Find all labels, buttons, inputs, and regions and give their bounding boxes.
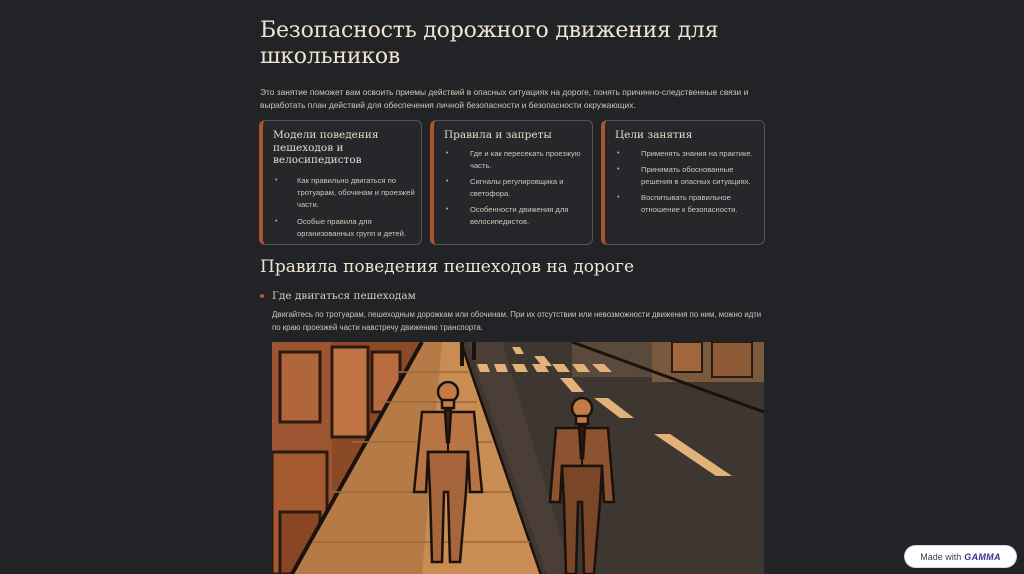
- card-list: [434, 148, 592, 228]
- list-item: • Особенности движения для велосипедистов.: [434, 204, 592, 228]
- card-list: [263, 175, 421, 240]
- card-title: Правила и запреты: [444, 129, 552, 141]
- list-item: • Как правильно двигаться по тротуарам, обочинам и проезжей части.: [263, 175, 421, 211]
- list-item: • Где и как пересекать проезжую часть.: [434, 148, 592, 172]
- intro-paragraph: Это занятие поможет вам освоить приемы действий в опасных ситуациях на дороге, понять причинно-следственные связи и выработать план действий для обеспечения личной безопасности и безопасности окружающих.: [260, 87, 749, 110]
- section-paragraph: Двигайтесь по тротуарам, пешеходным дорожкам или обочинам. При их отсутствии или невозможности движения по ним, можно идти по краю проезжей части навстречу движению транспорта.: [272, 310, 762, 332]
- bullet-dot-icon: [260, 294, 264, 298]
- made-with-gamma-badge[interactable]: [905, 546, 1016, 567]
- info-cards: [259, 120, 765, 247]
- card-title: Модели поведения пешеходов и велосипедистов: [273, 129, 379, 166]
- section-heading: Правила поведения пешеходов на дороге: [260, 257, 635, 277]
- list-item: • Особые правила для организованных групп и детей.: [263, 216, 421, 240]
- street-illustration: [272, 342, 764, 574]
- card-rules: [430, 120, 593, 245]
- list-item: • Принимать обоснованные решения в опасных ситуациях.: [605, 164, 764, 188]
- subheading: Где двигаться пешеходам: [272, 290, 416, 302]
- list-item: • Применять знания на практике.: [605, 148, 764, 160]
- card-title: Цели занятия: [615, 129, 693, 141]
- gamma-logo: GAMMA: [964, 551, 1001, 562]
- subheading-row: [260, 290, 416, 302]
- page-title: Безопасность дорожного движения для школьников: [260, 18, 719, 69]
- card-list: [605, 148, 764, 216]
- list-item: • Воспитывать правильное отношение к безопасности.: [605, 192, 764, 216]
- badge-prefix: Made with: [920, 551, 962, 562]
- card-behavior-models: [259, 120, 422, 245]
- pedestrians-illustration: [272, 342, 764, 574]
- card-goals: [601, 120, 765, 245]
- list-item: • Сигналы регулировщика и светофора.: [434, 176, 592, 200]
